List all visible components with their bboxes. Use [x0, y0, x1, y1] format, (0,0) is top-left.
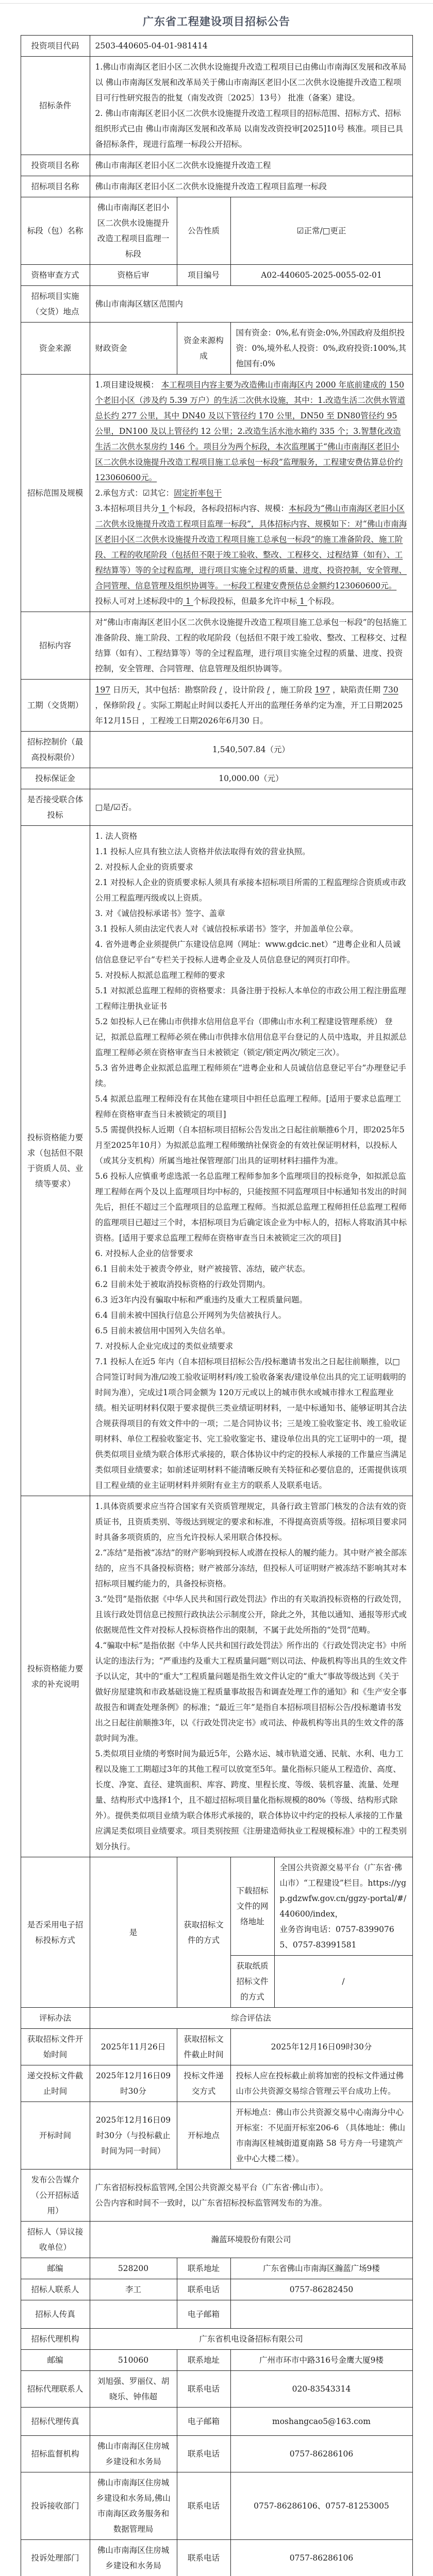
- text-segment: 7.1 投标人在近5 年内（自本招标项目招标公告/投标邀请书发出之日起往前顺推，以□合同签订时间为准/☑竣工验收证明材料/竣工验收备案表/建设单位出具的完工证明载明的时间为准），完成过1项合同金额为 120万元或以上的城市供水或城市排水工程监理业绩。相关证明材料仅限于要求提供三类业绩证明材料，一是中标通知书、能够证明其合法合规获得项目的有效文件中的一项；二是合同协议书；三是竣工验收鉴定书、竣工验收证明材料、单位工程验收鉴定书、完工验收鉴定书、建设单位出具的完工证明中的一项，提供类似项目业绩为联合体形式承接的，联合体协议中约定的投标人承接的工作量应当满足类似项目业绩要求；如前述证明材料不能清晰反映有关特征和必要信息的，还需提供该项目工程业绩的业主证明材料并须附有业主方的联系人及联系电话。: [95, 1357, 407, 1490]
- text-segment: 2.1 对投标人企业的资质要求标人须具有承接本招标项目所需的工程监理综合资质或市政公用工程监理丙级或以上资质。: [95, 878, 406, 903]
- row-value: [230, 323, 412, 375]
- text-segment: 197: [315, 685, 330, 694]
- row-value: [274, 1857, 412, 1956]
- row-value: [230, 2436, 412, 2472]
- text-segment: A02-440605-2025-0055-02-01: [261, 270, 382, 280]
- table-row-tender-conditions: [21, 57, 412, 155]
- row-value: [274, 1956, 412, 2008]
- table-row-bid-submission-deadline: [21, 2065, 412, 2102]
- text-paragraph: [95, 1292, 407, 1308]
- text-segment: □是/☑否。: [95, 803, 137, 812]
- row-label: 联系地址: [177, 2258, 230, 2279]
- row-label: 联系电话: [177, 2436, 230, 2472]
- text-segment: 1.佛山市南海区老旧小区二次供水设施提升改造工程项目已由佛山市南海区发展和改革局 以 佛山市南海区发展和改革局关于佛山市南海区老旧小区二次供水设施提升改造工程项目可行性研究报告的批复（南发改资〔2025〕13号） 批准（备案）建设。: [95, 62, 407, 103]
- row-value: [230, 2300, 412, 2329]
- text-paragraph: [95, 1168, 407, 1246]
- table-row-fund-source: [21, 323, 412, 375]
- top-divider: [0, 3, 433, 4]
- text-segment: 2025年12月16日09时30分（与投标截止时间为同一时间）: [96, 2115, 171, 2156]
- text-segment: 5. 对投标人拟派总监理工程师的要求: [95, 971, 225, 980]
- text-segment: ，设计阶段: [222, 685, 267, 694]
- text-segment: 广东省佛山市南海区瀚蓝广场9楼: [263, 2264, 380, 2273]
- text-segment: 佛山市南海区老旧小区二次供水设施提升改造工程: [95, 161, 271, 170]
- table-row-investment-project-name: [21, 155, 412, 176]
- row-value: [90, 36, 412, 57]
- text-paragraph: [95, 1746, 407, 1854]
- text-paragraph: [95, 1638, 407, 1746]
- row-value: [90, 2436, 177, 2472]
- row-label: 招标内容: [21, 612, 90, 680]
- row-value: [230, 2371, 412, 2408]
- text-segment: 6.3 近3年内没有骗取中标和严重违约及重大工程质量问题。: [95, 1295, 307, 1304]
- text-paragraph: [95, 682, 407, 728]
- row-value: [90, 57, 412, 155]
- row-label: 招标控制价（最高投标限价）: [21, 732, 90, 768]
- text-segment: 6.2 目前未处于被取消投标资格的行政处罚期内。: [95, 1280, 271, 1289]
- row-label: 是否采用电子招标投标方式: [21, 1857, 90, 2008]
- text-segment: 李工: [125, 2285, 141, 2294]
- text-paragraph: [95, 921, 407, 937]
- text-paragraph: [95, 828, 407, 844]
- row-label: 招标项目实施（交货）地点: [21, 286, 90, 323]
- row-value: [230, 2258, 412, 2279]
- row-value: [90, 2300, 177, 2329]
- row-value: [230, 197, 412, 265]
- text-segment: 投标人可对上述标段中的: [95, 597, 184, 606]
- text-segment: 5.2 如投标人已在佛山市供排水信用信息平台（即佛山市水利工程建设管理系统） 登记，拟派总监理工程师必须在佛山市供排水信用信息平台登记的人员中选取，并且拟派总监理工程师必须在资格审查当日未被锁定（锁定/锁定两次/锁定三次）。: [95, 1017, 407, 1057]
- page-title: 广东省工程建设项目招标公告: [0, 0, 433, 35]
- text-segment: 公告内容和时间不一致时，以广东省招标投标监管网发布的为准。: [95, 2198, 327, 2208]
- row-value: [90, 2329, 412, 2350]
- table-row-consortium-bidding-accepted: [21, 789, 412, 826]
- row-label: 投诉接收部门: [21, 2472, 90, 2540]
- row-label: 招标代理传真: [21, 2408, 90, 2436]
- row-label: 招标范围及规模: [21, 375, 90, 612]
- text-paragraph: [95, 1246, 407, 1261]
- text-paragraph: [95, 1323, 407, 1338]
- row-label: 递交投标文件截止时间: [21, 2065, 90, 2102]
- text-segment: 197: [95, 685, 111, 694]
- text-segment: 2503-440605-04-01-981414: [95, 41, 208, 50]
- row-value: [90, 826, 412, 1496]
- row-value: [90, 2472, 177, 2540]
- text-segment: 广州市环市中路316号金鹰大厦9楼: [259, 2355, 384, 2365]
- row-value: [90, 2008, 412, 2029]
- row-value: [230, 2408, 412, 2436]
- row-label: 评标办法: [21, 2008, 90, 2029]
- row-value: [90, 375, 412, 612]
- row-value: [230, 2472, 412, 2540]
- text-segment: 2.承包方式：☑其它：: [95, 488, 174, 498]
- text-paragraph: [95, 983, 407, 1014]
- row-value: [230, 2029, 412, 2065]
- row-label: 投标文件递交方式: [177, 2065, 230, 2102]
- text-segment: 1: [159, 504, 169, 513]
- text-paragraph: [95, 1545, 407, 1591]
- text-segment: ，保修阶段: [95, 701, 138, 710]
- text-paragraph: [95, 937, 407, 968]
- table-row-tender-control-price: [21, 732, 412, 768]
- text-paragraph: [95, 1060, 407, 1091]
- row-label: 电子邮箱: [177, 2408, 230, 2436]
- row-label: 公告性质: [177, 197, 230, 265]
- row-value: [90, 1857, 177, 2008]
- table-row-agency-fax-email: [21, 2408, 412, 2436]
- table-row-document-obtain-time: [21, 2029, 412, 2065]
- text-paragraph: [95, 1354, 407, 1493]
- row-label: 招标代理机构: [21, 2329, 90, 2350]
- row-label: 招标人传真: [21, 2300, 90, 2329]
- row-value: [90, 2540, 177, 2576]
- text-segment: 2025年12月16日09时30分: [271, 2042, 372, 2052]
- row-label: 招标代理联系人: [21, 2371, 90, 2408]
- text-segment: 0757-86286106: [290, 2553, 354, 2563]
- row-value: [230, 2102, 412, 2170]
- text-segment: 0757-86286106: [290, 2449, 354, 2459]
- text-segment: 业务咨询电话：0757-83990765、0757-83991581: [280, 1925, 394, 1950]
- row-label: 获取招标文件的方式: [177, 1857, 230, 2008]
- row-value: [90, 155, 412, 176]
- text-segment: 5.4 拟派总监理工程师没有在其他在建项目中担任总监理工程师。[适用于要求总监理工程师在资格审查当日未被锁定的项目]: [95, 1094, 402, 1119]
- text-segment: 1.项目建设规模：: [95, 380, 161, 389]
- row-value: [90, 612, 412, 680]
- text-segment: 投标人应在投标截止前将加密的投标文件通过佛山市公共资源交易综合管理云平台成功上传。: [236, 2071, 404, 2096]
- text-paragraph: [95, 501, 407, 594]
- row-label: 招标条件: [21, 57, 90, 155]
- table-row-agency-postcode-address: [21, 2350, 412, 2371]
- row-value: [90, 2408, 177, 2436]
- table-row-electronic-bidding: [21, 1857, 412, 1956]
- text-segment: 3.“处罚”是指依据《中华人民共和国行政处罚法》作出的有关取消投标资格的行政处罚，且该行政处罚信息已按照行政执法公示制度公开，除此之外，其他以通知、通报等形式或依据规范性文件对投标人投标资格作出的限制，不属于此处所指的“处罚”范畴。: [95, 1595, 407, 1635]
- row-label: 获取招标文件截止时间: [177, 2029, 230, 2065]
- table-row-tender-content: [21, 612, 412, 680]
- text-paragraph: [95, 1591, 407, 1638]
- text-segment: moshangcao5@163.com: [272, 2417, 371, 2426]
- text-segment: 5.类似项目业绩的考察时间为最近5年，公路水运、城市轨道交通、民航、水利、电力工程以及施工工期超过3年的其他工程可以放宽至5年。量化指标只能从工程造价、高度、长度、净宽、直径、建筑面积、库容、跨度、里程长度、等级、装机容量、流量、处理量、结构形式中选择1个，且不超过招标项目量化指标规模的80%（等级、结构形式除外）。提供类似项目业绩为联合体形式承接的，联合体协议中约定的投标人承接的工作量应满足类似项目业绩要求。项目类别按照《注册建造师执业工程规模标准》中的工程类别划分执行。: [95, 1749, 407, 1851]
- row-label: 招标项目名称: [21, 176, 90, 197]
- row-value: [90, 2029, 177, 2065]
- text-paragraph: [95, 1091, 407, 1122]
- text-segment: 2. 佛山市南海区老旧小区二次供水设施提升改造工程项目的招标范围、招标方式、招标组织形式已由 佛山市南海区发展和改革局 以南发改资投审[2025]10号 核准。项目已具备招标条件，现进行监理一标段公开招标。: [95, 109, 404, 149]
- text-segment: 6.1 目前未处于被责令停业，财产被接管、冻结，破产状态。: [95, 1264, 310, 1274]
- text-segment: 1: [297, 597, 307, 606]
- text-segment: 对“佛山市南海区老旧小区二次供水设施提升改造工程项目施工总承包一标段”的包括施工准备阶段、施工阶段、工程的收尾阶段（包括但不限于竣工验收、整改、工程移交、过程结算（如有）、工程结算等）等的全过程监理，进行项目实施全过程的质量、进度、投资控制，安全管理、合同管理、信息管理及组织协调等。: [95, 618, 407, 673]
- row-value: [90, 2222, 412, 2258]
- table-row-complaint-handling-department: [21, 2540, 412, 2576]
- row-value: [90, 2170, 412, 2222]
- text-segment: 全国公共资源交易平台（广东省·佛山市）“工程建设”栏目。https://ygp.gdzwfw.gov.cn/ggzy-portal/#/440600/index，: [280, 1863, 407, 1919]
- text-segment: 固定折率包干: [174, 488, 222, 498]
- row-value: [90, 197, 177, 265]
- row-label: 联系电话: [177, 2371, 230, 2408]
- row-label: 资金来源: [21, 323, 90, 375]
- row-value: [230, 2540, 412, 2576]
- text-paragraph: [95, 2195, 407, 2211]
- text-segment: 528200: [118, 2264, 148, 2273]
- text-segment: 佛山市南海区辖区范围内: [95, 299, 184, 309]
- table-row-bid-opening-time: [21, 2102, 412, 2170]
- row-label: 招标监督机构: [21, 2436, 90, 2472]
- row-label: 是否接受联合体投标: [21, 789, 90, 826]
- text-segment: 10,000.00（元）: [219, 774, 283, 783]
- table-row-qualification-review-method: [21, 265, 412, 286]
- text-paragraph: [95, 906, 407, 921]
- text-segment: 2025年11月26日: [101, 2042, 165, 2052]
- text-segment: 5.6 投标人应慎重考虑选派一名总监理工程师参加多个监理项目的投标竞争，如拟派总监理工程师在两个及以上监理项目均中标的，只能按照不同监理项目中标通知书发出的时间先后，担任不超过三个监理项目的总监理工程师。当拟派总监理工程师担任总监理工程师的监理项目已超过三个时，本招标项目为后确定该企业为中标人的，招标人将取消其中标资格。[适用于要求总监理工程师在资格审查当日未被锁定三次的项目]: [95, 1172, 407, 1243]
- text-segment: 财政资金: [95, 344, 127, 353]
- row-value: [90, 265, 177, 286]
- row-value: [90, 2258, 177, 2279]
- row-label: 招标人联系人: [21, 2279, 90, 2300]
- row-value: [90, 2350, 177, 2371]
- row-value: [90, 1496, 412, 1857]
- table-row-announcement-media: [21, 2170, 412, 2222]
- table-row-construction-period: [21, 680, 412, 732]
- row-label: 标段（包）名称: [21, 197, 90, 265]
- row-value: [90, 2371, 177, 2408]
- text-segment: 资格后审: [117, 270, 149, 280]
- text-segment: 7. 对投标人企业完成过的类似业绩要求: [95, 1342, 234, 1351]
- row-label: 联系地址: [177, 2350, 230, 2371]
- text-segment: 3.1 投标人须由法定代表人对《诚信投标承诺书》签字，并加盖单位公章。: [95, 924, 358, 934]
- text-segment: ，缺陷责任期: [330, 685, 383, 694]
- text-segment: 佛山市南海区老旧小区二次供水设施提升改造工程项目监理一标段: [97, 203, 170, 259]
- row-label: 下载招标文件的网络地址: [230, 1857, 274, 1956]
- row-value: [230, 265, 412, 286]
- row-value: [90, 732, 412, 768]
- text-segment: 本标段为“佛山市南海区老旧小区二次供水设施提升改造工程项目监理一标段”，具体招标内容、规模如下：对“佛山市南海区老旧小区二次供水设施提升改造工程项目施工总承包一标段”的施工准备阶段、施工阶段、工程的收尾阶段（包括但不限于竣工验收、整改、工程移交、过程结算（如有）、工程结算等）等的全过程监理，进行项目实施全过程的质量、进度、投资控制，安全管理、合同管理、信息管理及组织协调等。一标段工程建安费预估总金额约123060600元。: [95, 504, 407, 590]
- text-paragraph: [280, 1922, 407, 1953]
- row-label: 开标时间: [21, 2102, 90, 2170]
- text-segment: 1,540,507.84（元）: [212, 745, 290, 754]
- text-segment: 3. 对《诚信投标承诺书》签字、盖章: [95, 909, 225, 918]
- text-segment: 0757-86282450: [290, 2285, 354, 2294]
- text-segment: 开标地点：佛山市公共资源交易中心南海分中心开标室：不见面开标室206-6 （具体地址：佛山市南海区桂城街道夏南路 58 号方舟一号建筑产业中心大楼二楼）。: [236, 2108, 406, 2163]
- text-segment: ☑正常/□更正: [297, 226, 346, 235]
- text-segment: ，施工阶段: [270, 685, 314, 694]
- row-label: 投资项目名称: [21, 155, 90, 176]
- text-segment: 广东省招标投标监管网,全国公共资源交易平台（广东省·佛山市）。: [95, 2183, 328, 2192]
- text-segment: 佛山市南海区住房城乡建设和水务局: [97, 2442, 170, 2466]
- text-paragraph: [95, 377, 407, 485]
- row-value: [90, 789, 412, 826]
- text-segment: 广东省机电设备招标有限公司: [199, 2334, 303, 2344]
- text-segment: 。实际工期起止时间以委托人开出的监理任务单约定为准，开工日期2025年12月15日 ，工程竣工日期2026年6月30 日。: [95, 701, 403, 725]
- text-segment: 3.本招标项目共分: [95, 504, 159, 513]
- text-segment: /: [219, 685, 222, 694]
- text-segment: 020-83543314: [292, 2384, 351, 2394]
- announcement-table: [21, 35, 413, 2576]
- text-segment: 6. 对投标人企业的信誉要求: [95, 1249, 193, 1258]
- table-row-tender-supervision-authority: [21, 2436, 412, 2472]
- text-paragraph: [95, 859, 407, 875]
- table-row-tenderer-fax-email: [21, 2300, 412, 2329]
- table-row-qualification-supplementary-notes: [21, 1496, 412, 1857]
- row-label: 投资项目代码: [21, 36, 90, 57]
- table-row-complaint-receiving-department: [21, 2472, 412, 2540]
- table-row-bid-security: [21, 768, 412, 789]
- table-row-implementation-delivery-location: [21, 286, 412, 323]
- row-value: [230, 2350, 412, 2371]
- text-segment: /: [138, 701, 140, 710]
- row-value: [90, 768, 412, 789]
- row-value: [90, 2102, 177, 2170]
- table-row-bid-evaluation-method: [21, 2008, 412, 2029]
- table-row-agency-contact: [21, 2371, 412, 2408]
- text-paragraph: [95, 1308, 407, 1323]
- row-label: 招标人（异议接收单位）: [21, 2222, 90, 2258]
- text-paragraph: [95, 1122, 407, 1168]
- row-label: 邮编: [21, 2350, 90, 2371]
- text-paragraph: [95, 485, 407, 501]
- text-paragraph: [95, 968, 407, 983]
- row-label: 获取招标文件开始时间: [21, 2029, 90, 2065]
- text-segment: 瀚蓝环境股份有限公司: [211, 2235, 291, 2244]
- row-label: 工期（交货期）: [21, 680, 90, 732]
- table-row-tender-agency: [21, 2329, 412, 2350]
- text-segment: 综合评估法: [231, 2013, 271, 2023]
- text-segment: 5.1 对拟派总监理工程师的资格要求：具备注册于投标人本单位的市政公用工程注册监理工程师注册执业证书: [95, 986, 406, 1011]
- row-label: 联系电话: [177, 2279, 230, 2300]
- row-value: [90, 2279, 177, 2300]
- text-paragraph: [95, 1277, 407, 1292]
- text-segment: 1.具体资质要求应当符合国家有关资质管理规定，具备行政主管部门核发的合法有效的资质证书，且资质类别、等级达到规定的要求和标准，不得提高资质等级。招标项目要求同时具备多项资质的，应当允许投标人采用联合体投标。: [95, 1502, 407, 1542]
- text-segment: 2025年12月16日09时30分: [96, 2071, 171, 2096]
- text-paragraph: [95, 2180, 407, 2195]
- text-paragraph: [95, 875, 407, 906]
- table-row-tenderer-postcode-address: [21, 2258, 412, 2279]
- text-segment: 6.4 目前未被中国执行信息公开网列为失信被执行人。: [95, 1311, 287, 1320]
- row-label: 获取纸质招标文件的方式: [230, 1956, 274, 2008]
- text-segment: 2. 对投标人企业的资质要求: [95, 862, 193, 872]
- text-segment: 佛山市南海区住房城乡建设和水务局,佛山市南海区政务服务和数据管理局: [96, 2478, 170, 2534]
- text-segment: 日历天，其中包括：勘察阶段: [110, 685, 219, 694]
- row-value: [230, 2065, 412, 2102]
- row-value: [230, 2279, 412, 2300]
- row-label: 电子邮箱: [177, 2300, 230, 2329]
- text-segment: 730: [383, 685, 398, 694]
- text-paragraph: [95, 1338, 407, 1354]
- text-segment: 4. 省外进粤企业须提供广东建设信息网（网址：www.gdcic.net）“进粤企业和人员诚信信息登记平台”专栏关于投标人进粤企业及人员信息登记的网页打印件。: [95, 940, 401, 964]
- text-segment: 个标段，各标段招标内容、规模：: [169, 504, 289, 513]
- text-segment: /: [267, 685, 270, 694]
- text-segment: 4.“骗取中标”是指依据《中华人民共和国行政处罚法》所作出的《行政处罚决定书》中所认定的违法行为；“严重违约及重大工程质量问题”则以司法、仲裁机构等出具的生效文件予以认定，其中的“重大”工程质量问题是指生效文件认定的“重大”事故等级达到《关于做好房屋建筑和市政基础设施工程质量事故报告和调查处理工作的通知》和《生产安全事故报告和调查处理条例》的标准；“最近三年”是指自本招标项目招标公告/投标邀请书发出之日起往前顺推3年，以《行政处罚决定书》或司法、仲裁机构等出具的生效文件的落款时间为准。: [95, 1641, 407, 1743]
- row-value: [90, 2065, 177, 2102]
- row-label: 开标地点: [177, 2102, 230, 2170]
- table-row-tenderer-contact: [21, 2279, 412, 2300]
- text-segment: 6.5 目前未被信用中国列入失信名单。: [95, 1326, 230, 1335]
- row-label: 资格审查方式: [21, 265, 90, 286]
- row-label: 投标保证金: [21, 768, 90, 789]
- text-segment: 刘旭强、罗丽仪、胡晓乐、钟伟超: [97, 2377, 170, 2401]
- text-segment: 1: [183, 597, 193, 606]
- text-paragraph: [280, 1860, 407, 1922]
- text-segment: 5.3 省外进粤企业拟派总监理工程师须在“进粤企业和人员诚信信息登记平台”办理登记手续。: [95, 1063, 406, 1088]
- row-value: [90, 176, 412, 197]
- text-segment: 佛山市南海区住房城乡建设和水务局: [97, 2546, 170, 2570]
- text-segment: 2.“冻结”是指被“冻结”的财产影响到投标人或潜在投标人的履约能力。其中财产被全部冻结的，应当不具备投标资格；财产被部分冻结，但投标人可证明财产被冻结不影响其对本招标项目履约能力的，具备投标资格。: [95, 1548, 407, 1588]
- table-row-tenderer: [21, 2222, 412, 2258]
- text-segment: 本工程项目内容主要为改造佛山市南海区内 2000 年底前建成的 150 个老旧小区（涉及约 5.39 万户）的生活二次供水设施，其中：1.改造生活二次供水管道总长约 277 公里，其中 DN40 及以下管径约 170 公里，DN50 至 DN80管径约 95 公里，DN100 及以上管径约 12 公里；2.改造生活水池水箱约 335 个；3.智慧化改造生活二次供水泵房约 146 个。项目分为两个标段，本次监理属于“佛山市南海区老旧小区二次供水设施提升改造工程项目施工总承包一标段”监理服务，工程建安费估算总价约123060600元。: [95, 380, 406, 482]
- text-paragraph: [95, 1014, 407, 1060]
- row-label: 发布公告媒介（公开招标适用）: [21, 2170, 90, 2222]
- row-label: 联系电话: [177, 2472, 230, 2540]
- text-paragraph: [95, 106, 407, 152]
- row-label: 联系电话: [177, 2540, 230, 2576]
- row-label: 投标资格能力要求（包括但不限于资质人员、业绩等要求）: [21, 826, 90, 1496]
- text-segment: 佛山市南海区老旧小区二次供水设施提升改造工程项目监理一标段: [95, 182, 327, 191]
- text-segment: 个标段。: [307, 597, 339, 606]
- row-value: [90, 286, 412, 323]
- text-segment: 0757-86286106、0757-81253005: [254, 2501, 389, 2511]
- text-segment: 1. 法人资格: [95, 832, 138, 841]
- text-segment: 1.1 投标人应具有独立法人资格并依法取得有效的营业执照。: [95, 847, 310, 856]
- text-paragraph: [95, 59, 407, 106]
- text-paragraph: [95, 1261, 407, 1277]
- row-label: 投标资格能力要求的补充说明: [21, 1496, 90, 1857]
- text-segment: 510060: [118, 2355, 148, 2365]
- table-row-bidder-qualification-requirements: [21, 826, 412, 1496]
- table-row-investment-project-code: [21, 36, 412, 57]
- text-segment: /: [342, 1977, 344, 1986]
- table-row-section-package-name: [21, 197, 412, 265]
- row-value: [90, 680, 412, 732]
- text-segment: 个标段投标，但最多允许中标: [193, 597, 297, 606]
- row-value: [90, 323, 177, 375]
- text-segment: 5.5 需提供投标人近期（自本招标项目招标公告发出之日起往前顺推6个月，即2025年5月至2025年10月）为拟派总监理工程师缴纳社保资金的有效社保证明材料，以投标人（或其分支机构）所属当地社保管理部门出具的证明材料扫描件为准。: [95, 1125, 405, 1165]
- text-paragraph: [95, 594, 407, 609]
- text-paragraph: [95, 1499, 407, 1545]
- text-segment: 国有资金：0%,私有资金:0%,外国政府及组织投资：0%,境外私人投资：0%,政府投资:100%,其他国有:0%: [236, 328, 407, 368]
- row-label: 资金来源构成: [177, 323, 230, 375]
- text-paragraph: [95, 844, 407, 859]
- table-row-tender-scope-and-scale: [21, 375, 412, 612]
- row-label: 投诉处理部门: [21, 2540, 90, 2576]
- row-label: 邮编: [21, 2258, 90, 2279]
- table-row-tender-project-name: [21, 176, 412, 197]
- row-label: 项目编号: [177, 265, 230, 286]
- text-segment: 是: [129, 1928, 138, 1937]
